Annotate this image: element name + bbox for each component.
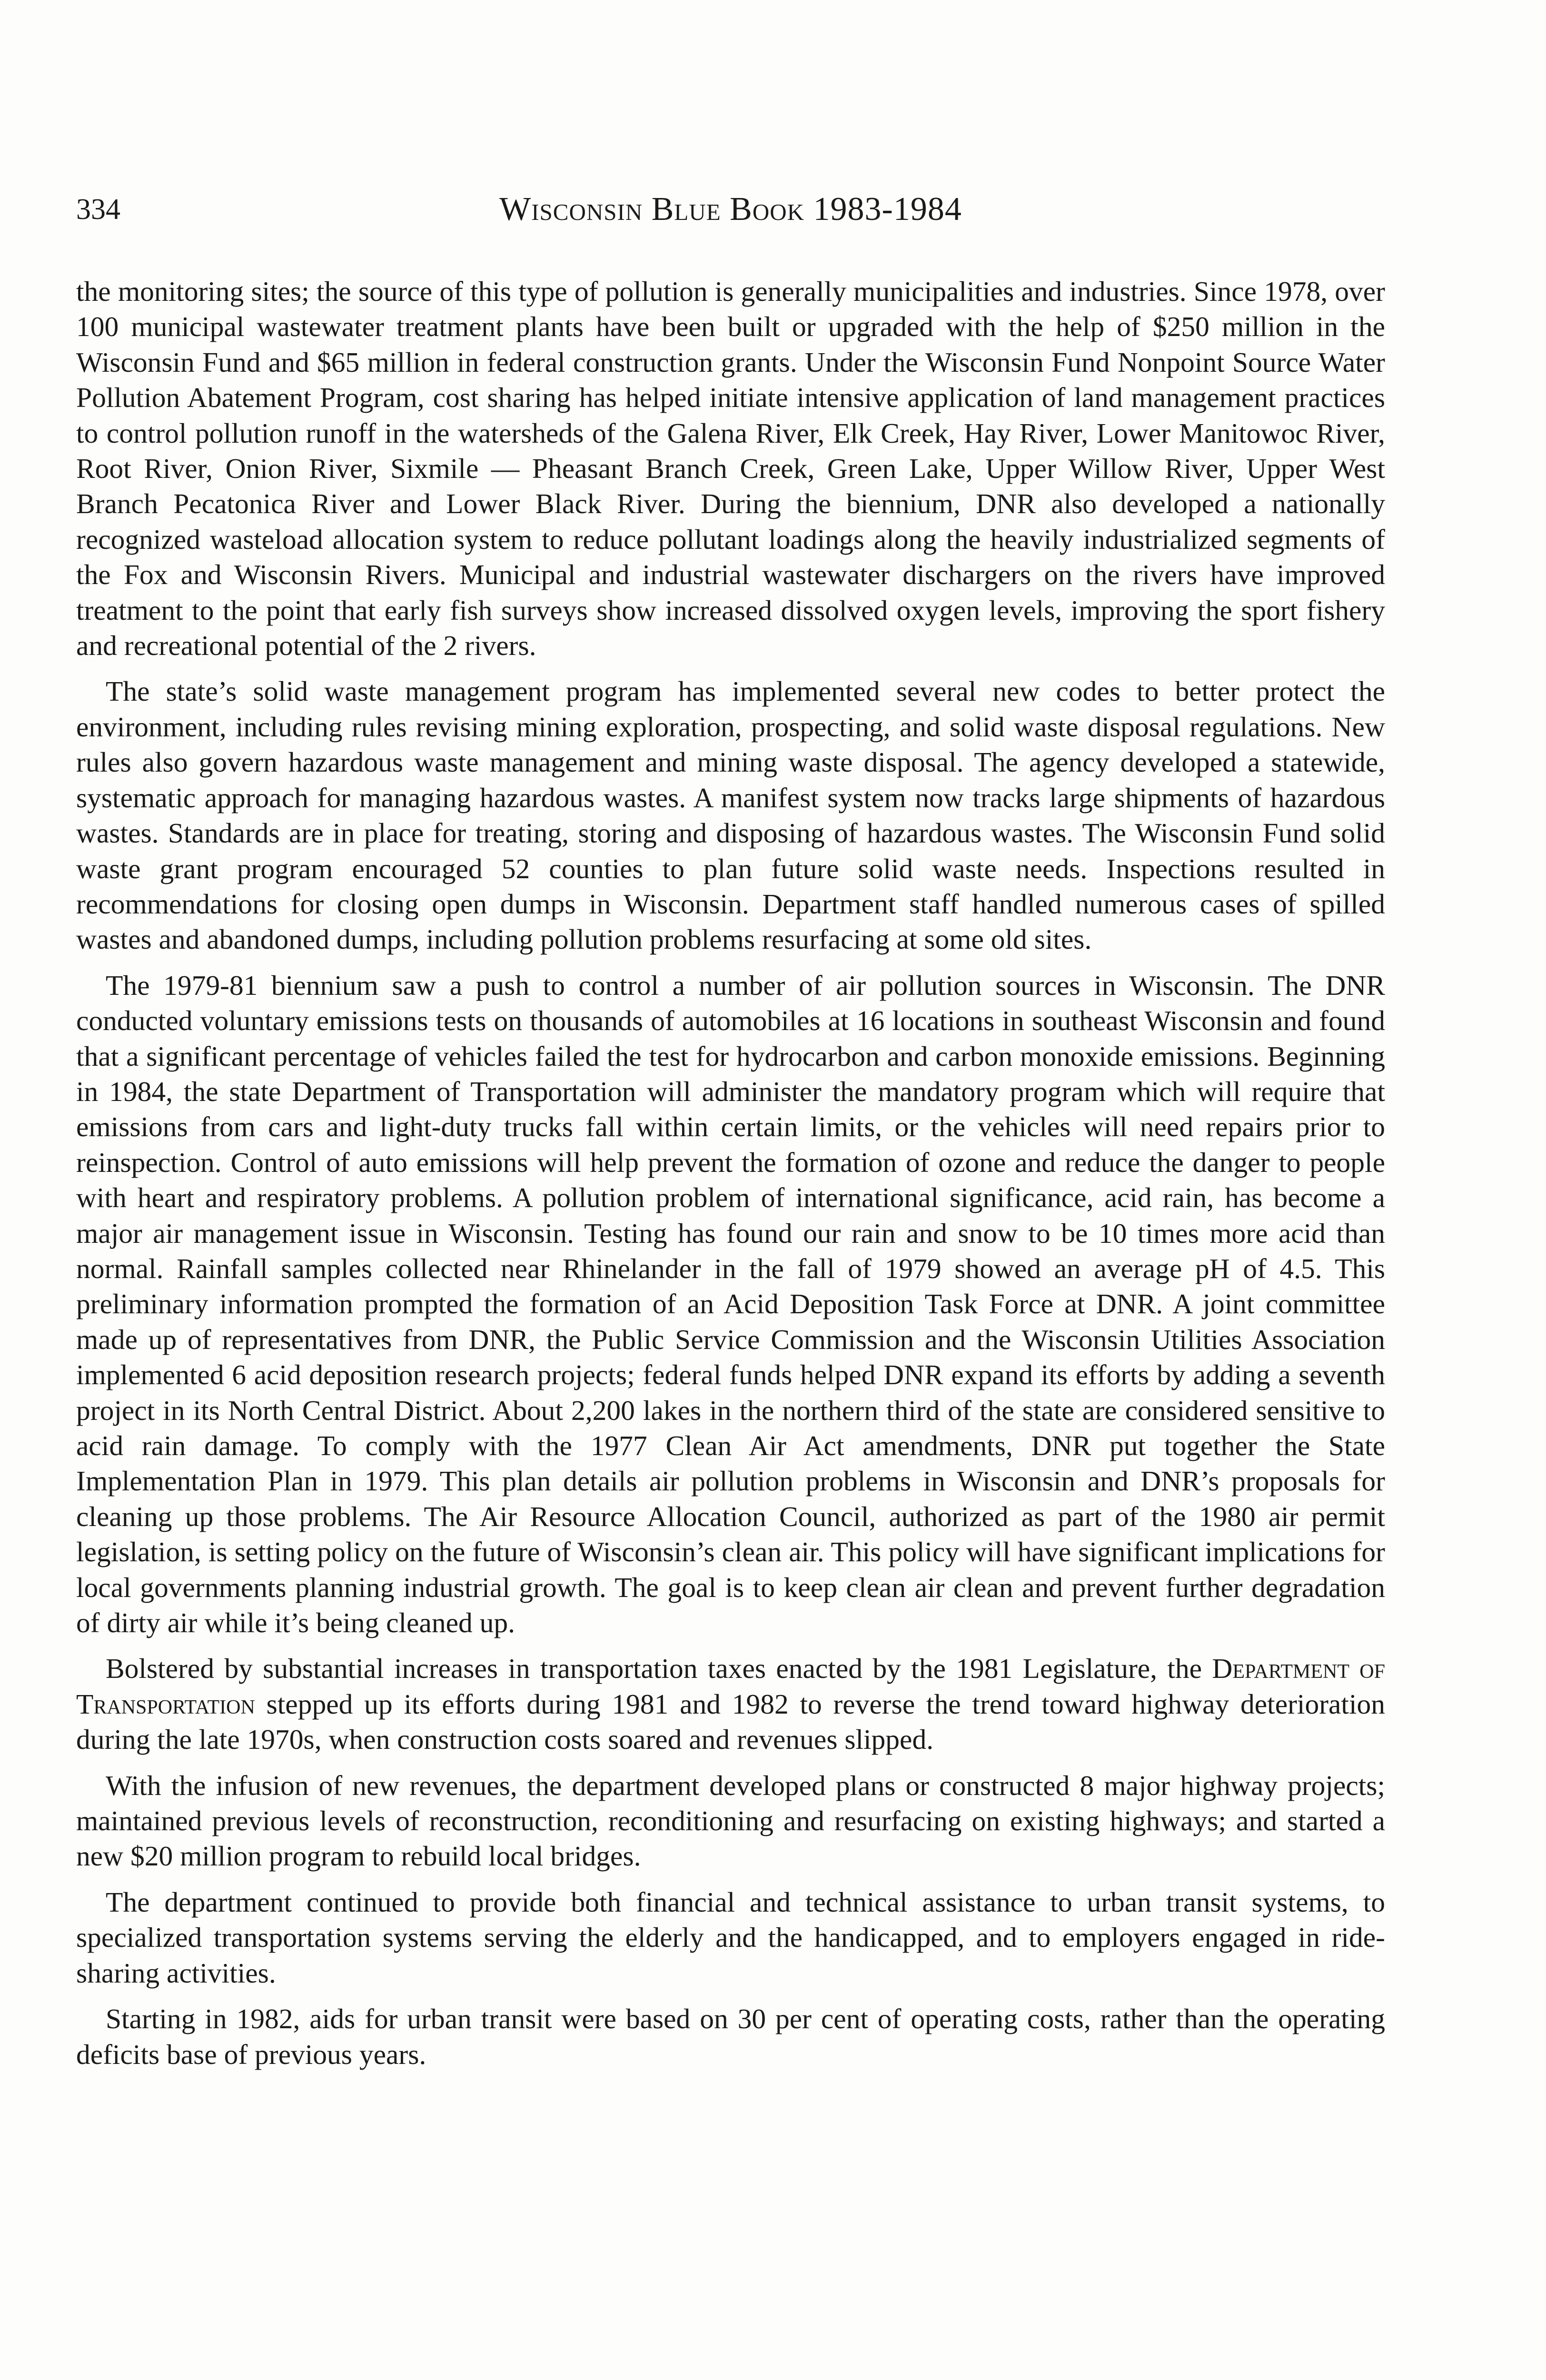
body-text — [76, 274, 1385, 2082]
paragraph-transit-assistance: The department continued to provide both financial and technical assistance to urban transit systems, to specialized transportation systems serving the elderly and the handicapped, and to employers engaged in ride-sharing activities. — [76, 1886, 1385, 1989]
page-header — [76, 188, 1385, 231]
paragraph-solid-waste: The state’s solid waste management program has implemented several new codes to better protect the environment, including rules revising mining exploration, prospecting, and solid waste disposal regulations. New rules also govern hazardous waste management and mining waste disposal. The agency developed a statewide, systematic approach for managing hazardous wastes. A manifest system now tracks large shipments of hazardous wastes. Standards are in place for treating, storing and disposing of hazardous wastes. The Wisconsin Fund solid waste grant program encouraged 52 counties to plan future solid waste needs. Inspections resulted in recommendations for closing open dumps in Wisconsin. Department staff handled numerous cases of spilled wastes and abandoned dumps, including pollution problems resurfacing at some old sites. — [76, 675, 1385, 955]
paragraph-air-pollution: The 1979-81 biennium saw a push to control a number of air pollution sources in Wisconsin. The DNR conducted voluntary emissions tests on thousands of automobiles at 16 locations in southeast Wisconsin and found that a significant percentage of vehicles failed the test for hydrocarbon and carbon monoxide emissions. Beginning in 1984, the state Department of Transportation will administer the mandatory program which will require that emissions from cars and light-duty trucks fall within certain limits, or the vehicles will need repairs prior to reinspection. Control of auto emissions will help prevent the formation of ozone and reduce the danger to people with heart and respiratory problems. A pollution problem of international significance, acid rain, has become a major air management issue in Wisconsin. Testing has found our rain and snow to be 10 times more acid than normal. Rainfall samples collected near Rhinelander in the fall of 1979 showed an average pH of 4.5. This preliminary information prompted the formation of an Acid Deposition Task Force at DNR. A joint committee made up of representatives from DNR, the Public Service Commission and the Wisconsin Utilities Association implemented 6 acid deposition research projects; federal funds helped DNR expand its efforts by adding a seventh project in its North Central District. About 2,200 lakes in the northern third of the state are considered sensitive to acid rain damage. To comply with the 1977 Clean Air Act amendments, DNR put together the State Implementation Plan in 1979. This plan details air pollution problems in Wisconsin and DNR’s proposals for cleaning up those problems. The Air Resource Allocation Council, authorized as part of the 1980 air permit legislation, is setting policy on the future of Wisconsin’s clean air. This policy will have significant implications for local governments planning industrial growth. The goal is to keep clean air clean and prevent further degradation of dirty air while it’s being cleaned up. — [76, 969, 1385, 1639]
paragraph-transportation — [76, 1651, 1385, 1757]
page-number: 334 — [76, 193, 120, 226]
paragraph-highway-projects: With the infusion of new revenues, the department developed plans or constructed 8 major highway projects; maintained previous levels of reconstruction, reconditioning and resurfacing on existing highways; and started a new $20 million program to rebuild local bridges. — [76, 1769, 1385, 1872]
running-title-text: Wisconsin Blue Book 1983-1984 — [499, 191, 962, 228]
running-title — [76, 188, 1385, 231]
transportation-intro: Bolstered by substantial increases in transportation taxes enacted by the 1981 Legislature, the — [106, 1653, 1202, 1685]
department-of-transportation-heading: Department of Transportation — [76, 1653, 1385, 1720]
paragraph-urban-transit-aids: Starting in 1982, aids for urban transit were based on 30 per cent of operating costs, rather than the operating deficits base of previous years. — [76, 2003, 1385, 2070]
paragraph-water-pollution: the monitoring sites; the source of this type of pollution is generally municipalities and industries. Since 1978, over 100 municipal wastewater treatment plants have been built or upgraded with the help of $250 million in the Wisconsin Fund and $65 million in federal construction grants. Under the Wisconsin Fund Nonpoint Source Water Pollution Abatement Program, cost sharing has helped initiate intensive application of land management practices to control pollution runoff in the watersheds of the Galena River, Elk Creek, Hay River, Lower Manitowoc River, Root River, Onion River, Sixmile — Pheasant Branch Creek, Green Lake, Upper Willow River, Upper West Branch Pecatonica River and Lower Black River. During the biennium, DNR also developed a nationally recognized wasteload allocation system to reduce pollutant loadings along the heavily industrialized segments of the Fox and Wisconsin Rivers. Municipal and industrial wastewater dischargers on the rivers have improved treatment to the point that early fish surveys show increased dissolved oxygen levels, improving the sport fishery and recreational potential of the 2 rivers. — [76, 276, 1385, 662]
transportation-rest: stepped up its efforts during 1981 and 1982 to reverse the trend toward highway deterioration during the late 1970s, when construction costs soared and revenues slipped. — [76, 1688, 1385, 1755]
